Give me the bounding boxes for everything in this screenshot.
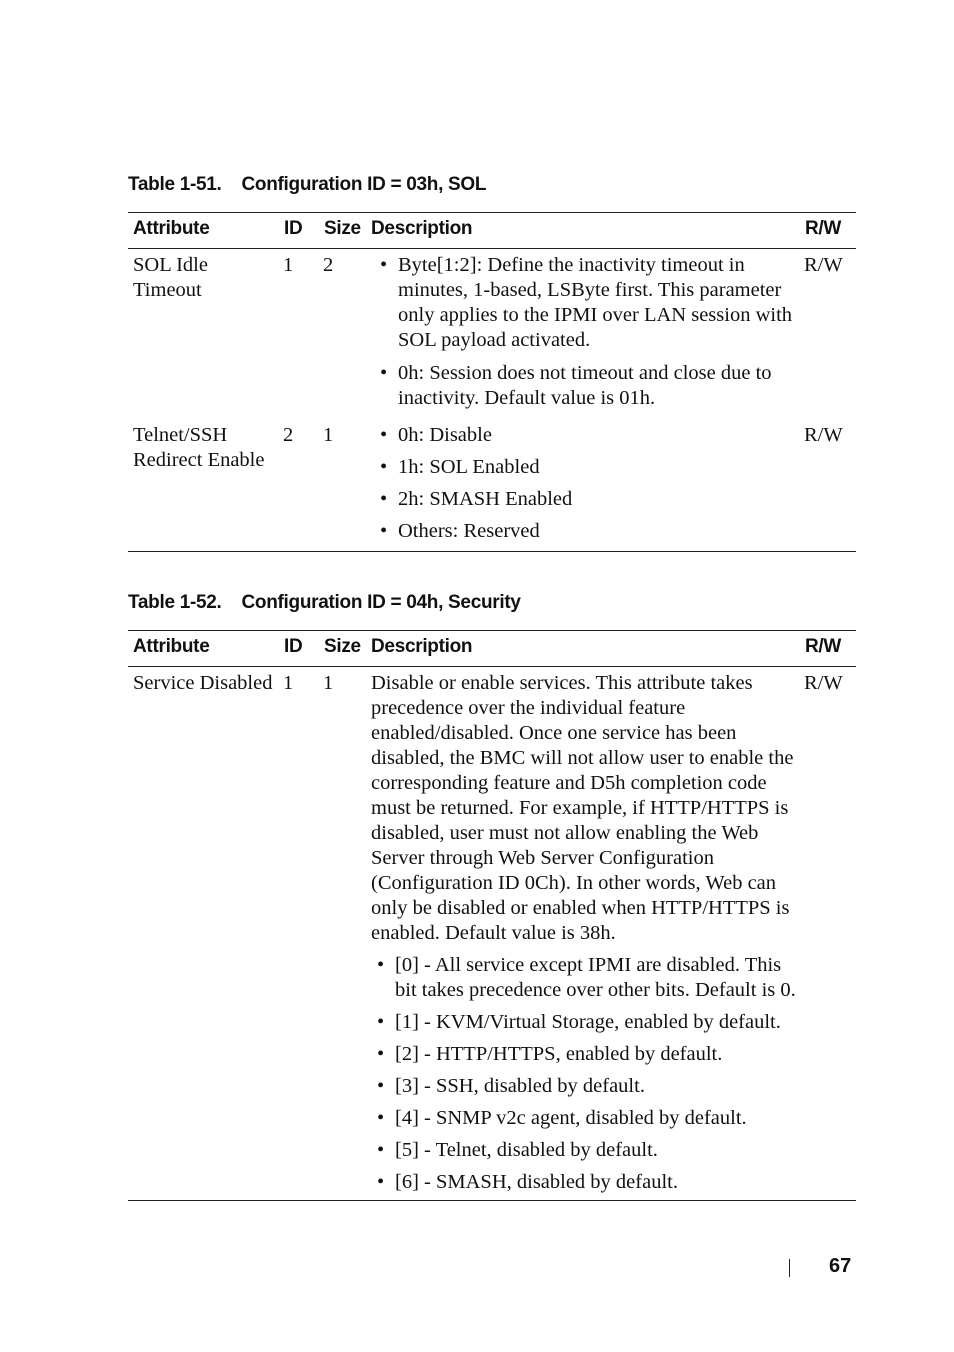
header-description: Description xyxy=(371,218,473,239)
cell-rw: R/W xyxy=(804,672,843,694)
cell-description xyxy=(374,253,792,411)
list-item: • [4] - SNMP v2c agent, disabled by default. xyxy=(371,1106,799,1131)
header-id: ID xyxy=(284,636,303,657)
list-item: • [6] - SMASH, disabled by default. xyxy=(371,1170,799,1195)
page-number: 67 xyxy=(829,1255,852,1277)
cell-attribute: Service Disabled xyxy=(133,672,273,694)
list-item: • [1] - KVM/Virtual Storage, enabled by default. xyxy=(371,1010,799,1035)
table-caption-1-51 xyxy=(128,174,486,196)
footer-divider xyxy=(789,1259,790,1277)
cell-rw: R/W xyxy=(804,254,843,276)
cell-id: 2 xyxy=(283,424,294,446)
cell-attribute: Telnet/SSH Redirect Enable xyxy=(133,424,265,471)
list-item: • 2h: SMASH Enabled xyxy=(374,487,792,512)
cell-id: 1 xyxy=(283,254,294,276)
cell-size: 1 xyxy=(323,672,334,694)
table-title: Configuration ID = 03h, SOL xyxy=(241,174,487,195)
cell-id: 1 xyxy=(283,672,294,694)
table-label: Table 1-52. xyxy=(128,592,222,613)
header-attribute: Attribute xyxy=(133,636,210,657)
cell-rw: R/W xyxy=(804,424,843,446)
table-sol xyxy=(128,212,856,552)
list-item: • [3] - SSH, disabled by default. xyxy=(371,1074,799,1099)
header-size: Size xyxy=(324,218,361,239)
header-id: ID xyxy=(284,218,303,239)
table-label: Table 1-51. xyxy=(128,174,222,195)
cell-description xyxy=(374,423,792,544)
table-security xyxy=(128,630,856,1201)
table-caption-1-52 xyxy=(128,592,521,614)
list-item: • 0h: Session does not timeout and close due to inactivity. Default value is 01h. xyxy=(374,361,792,411)
list-item: • [2] - HTTP/HTTPS, enabled by default. xyxy=(371,1042,799,1067)
table-title: Configuration ID = 04h, Security xyxy=(241,592,521,613)
list-item: • Byte[1:2]: Define the inactivity timeout in minutes, 1-based, LSByte first. This parameter only applies to the IPMI over LAN session with SOL payload activated. xyxy=(374,253,792,353)
table-header-row xyxy=(128,631,856,667)
cell-attribute: SOL Idle Timeout xyxy=(133,254,208,301)
list-item: • Others: Reserved xyxy=(374,519,792,544)
header-size: Size xyxy=(324,636,361,657)
table-header-row xyxy=(128,213,856,249)
cell-description xyxy=(371,671,799,1195)
list-item: • [5] - Telnet, disabled by default. xyxy=(371,1138,799,1163)
header-rw: R/W xyxy=(805,636,842,657)
cell-size: 1 xyxy=(323,424,334,446)
header-attribute: Attribute xyxy=(133,218,210,239)
description-paragraph: Disable or enable services. This attribute takes precedence over the individual feature enabled/disabled. Once one service has been disabled, the BMC will not allow user to enable the corresponding feature and D5h completion code must be returned. For example, if HTTP/HTTPS is disabled, user must not allow enabling the Web Server through Web Server Configuration (Configuration ID 0Ch). In other words, Web can only be disabled or enabled when HTTP/HTTPS is enabled. Default value is 38h. xyxy=(371,672,794,944)
header-description: Description xyxy=(371,636,473,657)
list-item: • 0h: Disable xyxy=(374,423,792,448)
list-item: • 1h: SOL Enabled xyxy=(374,455,792,480)
list-item: • [0] - All service except IPMI are disabled. This bit takes precedence over other bits. Default is 0. xyxy=(371,953,799,1003)
header-rw: R/W xyxy=(805,218,842,239)
cell-size: 2 xyxy=(323,254,334,276)
